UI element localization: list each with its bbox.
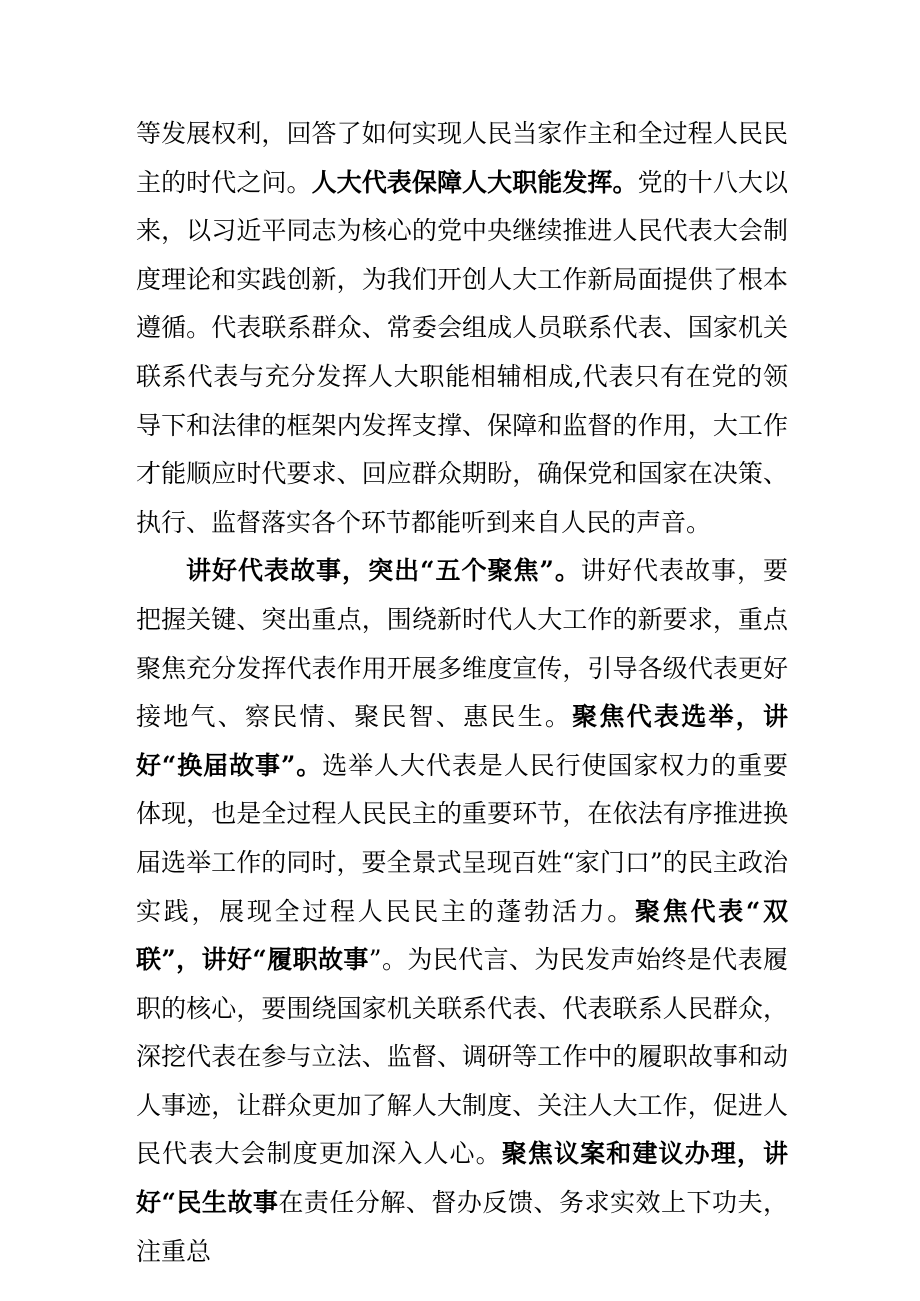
bold-heading-text: 聚焦议案和建议办理，讲好“民生故事 <box>136 1139 788 1218</box>
body-text: 讲好代表故事，要把握关键、突出重点，围绕新时代人大工作的新要求，重点聚焦充分发挥代表作用开展多维度宣传，引导各级代表更好接地气、察民情、聚民智、惠民生。 <box>136 556 788 732</box>
bold-heading-text: 讲好代表故事，突出“五个聚焦”。 <box>186 556 581 586</box>
body-text: 在责任分解、督办反馈、务求实效上下功夫，注重总 <box>136 1188 788 1266</box>
body-text: 选举人大代表是人民行使国家权力的重要体现，也是全过程人民民主的重要环节，在依法有序推进换届选举工作的同时，要全景式呈现百姓“家门口”的民主政治实践，展现全过程人民民主的蓬勃活力。 <box>136 750 788 926</box>
paragraph <box>136 110 788 547</box>
body-text: 党的十八大以来，以习近平同志为核心的党中央继续推进人民代表大会制度理论和实践创新，为我们开创人大工作新局面提供了根本遵循。代表联系群众、常委会组成人员联系代表、国家机关联系代表与充分发挥人大职能相辅相成,代表只有在党的领导下和法律的框架内发挥支撑、保障和监督的作用，大工作才能顺应时代要求、回应群众期盼，确保党和国家在决策、执行、监督落实各个环节都能听到来自人民的声音。 <box>136 167 788 537</box>
bold-heading-text: 聚焦代表选举，讲好“换届故事”。 <box>136 702 788 780</box>
bold-heading-text: 人大代表保障人大职能发挥。 <box>311 167 638 197</box>
bold-heading-text: 聚焦代表“双联”，讲好“履职故事 <box>136 896 788 975</box>
document-body <box>136 110 788 1276</box>
paragraph <box>136 547 788 1276</box>
body-text: ”。为民代言、为民发声始终是代表履职的核心，要围绕国家机关联系代表、代表联系人民群众，深挖代表在参与立法、监督、调研等工作中的履职故事和动人事迹，让群众更加了解人大制度、关注人大工作，促进人民代表大会制度更加深入人心。 <box>136 945 788 1169</box>
body-text: 等发展权利，回答了如何实现人民当家作主和全过程人民民主的时代之问。 <box>136 119 788 197</box>
